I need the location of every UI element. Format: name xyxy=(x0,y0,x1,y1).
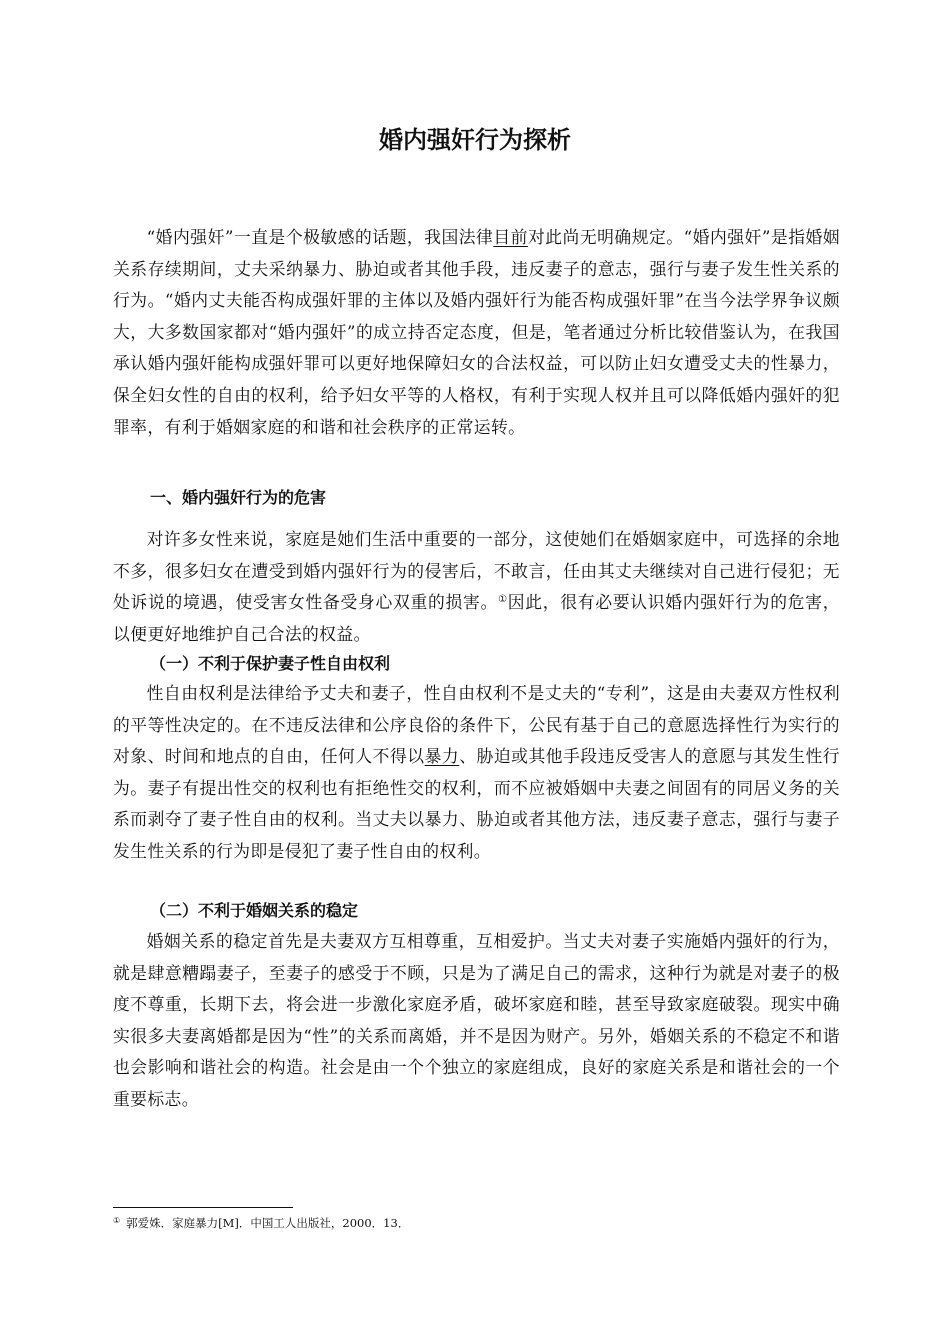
section1-text-a: 对许多女性来说，家庭是她们生活中重要的一部分，这使她们在婚姻家庭中，可选择的余地不多，很多妇女在遭受到婚内强奸行为的侵害后，不敢言，任由其丈夫继续对自己进行侵犯；无处诉说的境遇，使受害女性备受身心双重的损害。 xyxy=(113,529,840,613)
sub1-text-a: 性自由权利是法律给予丈夫和妻子，性自由权利不是丈夫的“专利”，这是由夫妻双方性权利的平等性决定的。在不违反法律和公序良俗的条件下，公民有基于自己的意愿选择性行为实行的对象、时间和地点的自由，任何人不得以 xyxy=(113,683,840,767)
subsection1-paragraph xyxy=(113,678,840,868)
footnote xyxy=(113,1212,409,1232)
page-title: 婚内强奸行为探析 xyxy=(379,126,571,154)
subsection-heading-2: （二）不利于婚姻关系的稳定 xyxy=(150,901,359,920)
footnote-reference[interactable]: ① xyxy=(498,594,508,606)
section-heading-1: 一、婚内强奸行为的危害 xyxy=(150,488,327,507)
footnote-text: 郭爱姝．家庭暴力[M]．中国工人出版社，2000．13． xyxy=(126,1216,410,1230)
intro-text-a: “婚内强奸”一直是个极敏感的话题，我国法律 xyxy=(146,227,494,247)
subsection2-paragraph: 婚姻关系的稳定首先是夫妻双方互相尊重，互相爱护。当丈夫对妻子实施婚内强奸的行为，就是肆意糟蹋妻子，至妻子的感受于不顾，只是为了满足自己的需求，这种行为就是对妻子的极度不尊重，长期下去，将会进一步激化家庭矛盾，破坏家庭和睦，甚至导致家庭破裂。现实中确实很多夫妻离婚都是因为“性”的关系而离婚，并不是因为财产。另外，婚姻关系的不稳定不和谐也会影响和谐社会的构造。社会是由一个个独立的家庭组成，良好的家庭关系是和谐社会的一个重要标志。 xyxy=(113,931,840,1109)
intro-underlined-term: 目前 xyxy=(493,227,528,247)
sub1-text-b: 、胁迫或其他手段违反受害人的意愿与其发生性行为。妻子有提出性交的权利也有拒绝性交的权利，而不应被婚姻中夫妻之间固有的同居义务的关系而剥夺了妻子性自由的权利。当丈夫以暴力、胁迫或者其他方法，违反妻子意志，强行与妻子发生性关系的行为即是侵犯了妻子性自由的权利。 xyxy=(113,746,840,861)
subsection-heading-1: （一）不利于保护妻子性自由权利 xyxy=(150,654,391,673)
section1-paragraph xyxy=(113,524,840,650)
intro-paragraph xyxy=(113,222,840,443)
footnote-divider xyxy=(113,1207,293,1208)
footnote-mark: ① xyxy=(113,1216,121,1225)
intro-text-b: 对此尚无明确规定。“婚内强奸”是指婚姻关系存续期间，丈夫采纳暴力、胁迫或者其他手段，违反妻子的意志，强行与妻子发生性关系的行为。“婚内丈夫能否构成强奸罪的主体以及婚内强奸行为能否构成强奸罪”在当今法学界争议颇大，大多数国家都对“婚内强奸”的成立持否定态度，但是，笔者通过分析比较借鉴认为，在我国承认婚内强奸能构成强奸罪可以更好地保障妇女的合法权益，可以防止妇女遭受丈夫的性暴力，保全妇女性的自由的权利，给予妇女平等的人格权，有利于实现人权并且可以降低婚内强奸的犯罪率，有利于婚姻家庭的和谐和社会秩序的正常运转。 xyxy=(113,227,840,437)
sub1-underlined-term: 暴力 xyxy=(424,746,460,767)
section1-text-b: 因此，很有必要认识婚内强奸行为的危害，以便更好地维护自己合法的权益。 xyxy=(113,592,840,644)
